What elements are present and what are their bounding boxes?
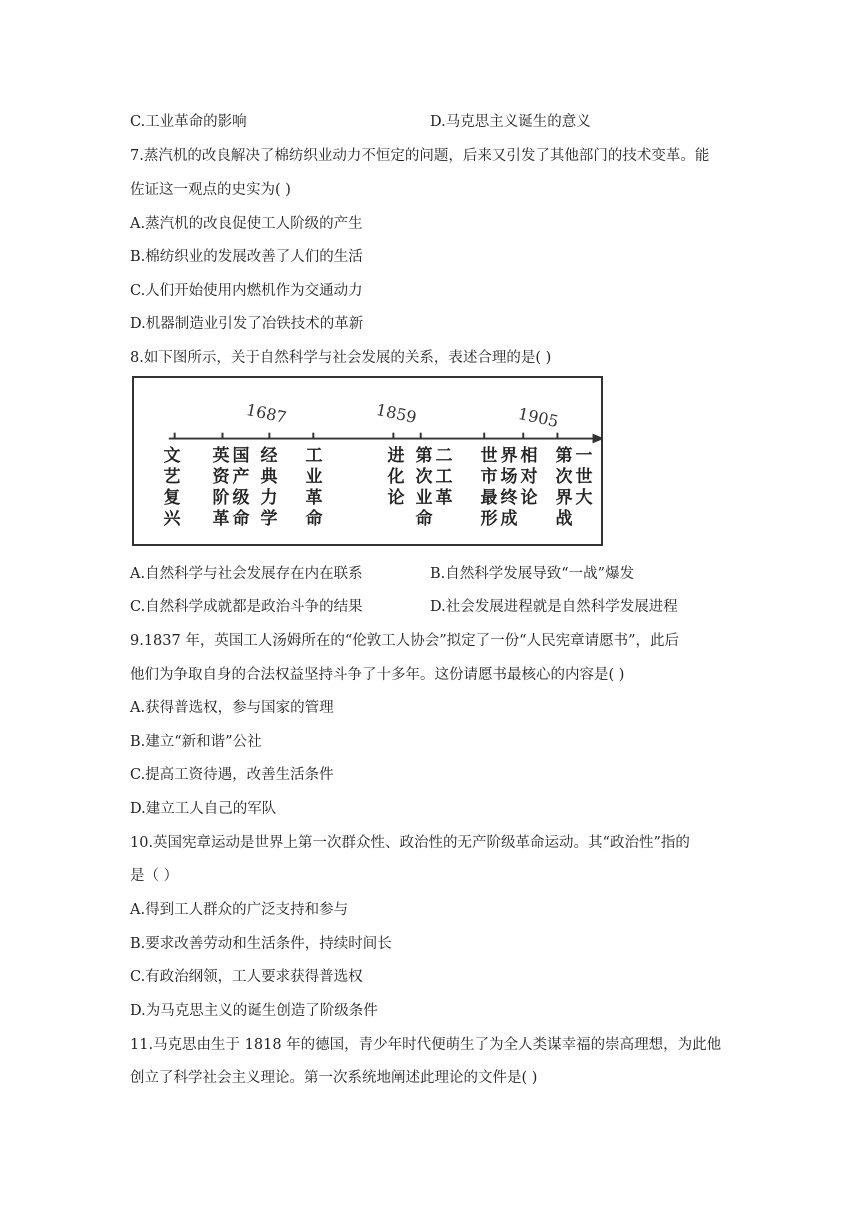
timeline-event-char: 第 bbox=[415, 446, 433, 466]
timeline-event-char: 革 bbox=[212, 509, 230, 529]
timeline-event-column-11 bbox=[519, 446, 539, 530]
timeline-event-column-6 bbox=[386, 446, 406, 530]
timeline-event-char: 经 bbox=[260, 446, 278, 466]
timeline-event-char: 形 bbox=[480, 509, 498, 529]
timeline-event-column-10 bbox=[499, 446, 519, 530]
timeline-event-column-8 bbox=[434, 446, 454, 530]
timeline-event-char: 大 bbox=[575, 488, 593, 508]
timeline-event-char: 命 bbox=[232, 509, 250, 529]
timeline-event-char: 终 bbox=[500, 488, 518, 508]
timeline-event-char: 典 bbox=[260, 467, 278, 487]
timeline-event-char: 战 bbox=[555, 509, 573, 529]
timeline-event-char: 次 bbox=[415, 467, 433, 487]
timeline-event-column-2 bbox=[211, 446, 231, 530]
q6-option-c: C.工业革命的影响 bbox=[130, 114, 247, 130]
timeline-event-char: 力 bbox=[260, 488, 278, 508]
timeline-event-char: 阶 bbox=[212, 488, 230, 508]
q8-option-d: D.社会发展进程就是自然科学发展进程 bbox=[430, 599, 678, 615]
q9-option-a: A.获得普选权，参与国家的管理 bbox=[130, 700, 334, 716]
timeline-event-char: 市 bbox=[480, 467, 498, 487]
timeline-event-char: 二 bbox=[435, 446, 453, 466]
q9-stem-line2: 他们为争取自身的合法权益坚持斗争了十多年。这份请愿书最核心的内容是( ) bbox=[130, 667, 625, 683]
timeline-event-char: 论 bbox=[520, 488, 538, 508]
timeline-event-char: 一 bbox=[575, 446, 593, 466]
timeline-event-char: 级 bbox=[232, 488, 250, 508]
timeline-event-char: 英 bbox=[212, 446, 230, 466]
timeline-event-char bbox=[386, 509, 406, 530]
timeline-event-char: 次 bbox=[555, 467, 573, 487]
timeline-figure bbox=[132, 376, 603, 546]
timeline-event-char: 世 bbox=[575, 467, 593, 487]
timeline-event-char: 界 bbox=[555, 488, 573, 508]
timeline-event-char: 业 bbox=[415, 488, 433, 508]
timeline-event-char: 文 bbox=[163, 446, 181, 466]
q10-option-a: A.得到工人群众的广泛支持和参与 bbox=[130, 902, 349, 918]
q7-option-c: C.人们开始使用内燃机作为交通动力 bbox=[130, 283, 363, 299]
timeline-event-char: 最 bbox=[480, 488, 498, 508]
timeline-event-char: 对 bbox=[520, 467, 538, 487]
timeline-event-column-13 bbox=[574, 446, 594, 530]
timeline-event-char: 第 bbox=[555, 446, 573, 466]
timeline-event-char: 业 bbox=[305, 467, 323, 487]
q11-stem-line2: 创立了科学社会主义理论。第一次系统地阐述此理论的文件是( ) bbox=[130, 1070, 538, 1086]
timeline-event-column-9 bbox=[479, 446, 499, 530]
timeline-event-column-3 bbox=[231, 446, 251, 530]
timeline-event-char: 产 bbox=[232, 467, 250, 487]
timeline-event-char bbox=[574, 509, 594, 530]
timeline-event-char: 工 bbox=[305, 446, 323, 466]
timeline-event-char: 兴 bbox=[163, 509, 181, 529]
timeline-event-column-1 bbox=[162, 446, 182, 530]
timeline-event-char: 成 bbox=[500, 509, 518, 529]
timeline-event-char: 资 bbox=[212, 467, 230, 487]
q10-option-b: B.要求改善劳动和生活条件，持续时间长 bbox=[130, 936, 392, 952]
timeline-event-char: 命 bbox=[415, 509, 433, 529]
timeline-event-char: 命 bbox=[305, 509, 323, 529]
timeline-event-char: 国 bbox=[232, 446, 250, 466]
q8-stem: 8.如下图所示，关于自然科学与社会发展的关系，表述合理的是( ) bbox=[130, 350, 552, 366]
q7-option-d: D.机器制造业引发了冶铁技术的革新 bbox=[130, 316, 364, 332]
q9-stem-line1: 9.1837 年，英国工人汤姆所在的“伦敦工人协会”拟定了一份“人民宪章请愿书”，此后 bbox=[130, 633, 679, 649]
timeline-event-char: 界 bbox=[500, 446, 518, 466]
q11-stem-line1: 11.马克思由生于 1818 年的德国，青少年时代便萌生了为全人类谋幸福的崇高理想，为此他 bbox=[130, 1037, 722, 1053]
timeline-event-char: 革 bbox=[435, 488, 453, 508]
timeline-event-char bbox=[519, 509, 539, 530]
q6-option-d: D.马克思主义诞生的意义 bbox=[430, 114, 591, 130]
year-label-1859: 1859 bbox=[374, 399, 419, 428]
q8-option-b: B.自然科学发展导致“一战”爆发 bbox=[430, 566, 635, 582]
q8-option-a: A.自然科学与社会发展存在内在联系 bbox=[130, 566, 363, 582]
q8-option-c: C.自然科学成就都是政治斗争的结果 bbox=[130, 599, 363, 615]
q7-stem-line2: 佐证这一观点的史实为( ) bbox=[130, 182, 291, 198]
timeline-event-column-4 bbox=[259, 446, 279, 530]
timeline-event-char: 场 bbox=[500, 467, 518, 487]
q7-option-a: A.蒸汽机的改良促使工人阶级的产生 bbox=[130, 216, 363, 232]
year-label-1687: 1687 bbox=[244, 399, 289, 428]
timeline-event-column-5 bbox=[304, 446, 324, 530]
q10-stem-line2: 是（ ） bbox=[130, 868, 179, 884]
q7-stem-line1: 7.蒸汽机的改良解决了棉纺织业动力不恒定的问题，后来又引发了其他部门的技术变革。能 bbox=[130, 148, 710, 164]
timeline-event-char: 化 bbox=[387, 467, 405, 487]
timeline-event-char: 学 bbox=[260, 509, 278, 529]
timeline-event-column-7 bbox=[414, 446, 434, 530]
q9-option-c: C.提高工资待遇，改善生活条件 bbox=[130, 767, 334, 783]
timeline-event-char: 世 bbox=[480, 446, 498, 466]
q10-stem-line1: 10.英国宪章运动是世界上第一次群众性、政治性的无产阶级革命运动。其“政治性”指的 bbox=[130, 835, 690, 851]
timeline-event-char: 相 bbox=[520, 446, 538, 466]
q9-option-b: B.建立“新和谐”公社 bbox=[130, 734, 262, 750]
timeline-event-char bbox=[434, 509, 454, 530]
q7-option-b: B.棉纺织业的发展改善了人们的生活 bbox=[130, 249, 363, 265]
q10-option-d: D.为马克思主义的诞生创造了阶级条件 bbox=[130, 1003, 378, 1019]
q9-option-d: D.建立工人自己的军队 bbox=[130, 801, 277, 817]
timeline-event-char: 革 bbox=[305, 488, 323, 508]
timeline-event-char: 工 bbox=[435, 467, 453, 487]
timeline-event-column-12 bbox=[554, 446, 574, 530]
timeline-event-char: 复 bbox=[163, 488, 181, 508]
q10-option-c: C.有政治纲领，工人要求获得普选权 bbox=[130, 969, 363, 985]
year-label-1905: 1905 bbox=[516, 403, 561, 432]
timeline-event-char: 进 bbox=[387, 446, 405, 466]
timeline-event-char: 论 bbox=[387, 488, 405, 508]
timeline-event-char: 艺 bbox=[163, 467, 181, 487]
